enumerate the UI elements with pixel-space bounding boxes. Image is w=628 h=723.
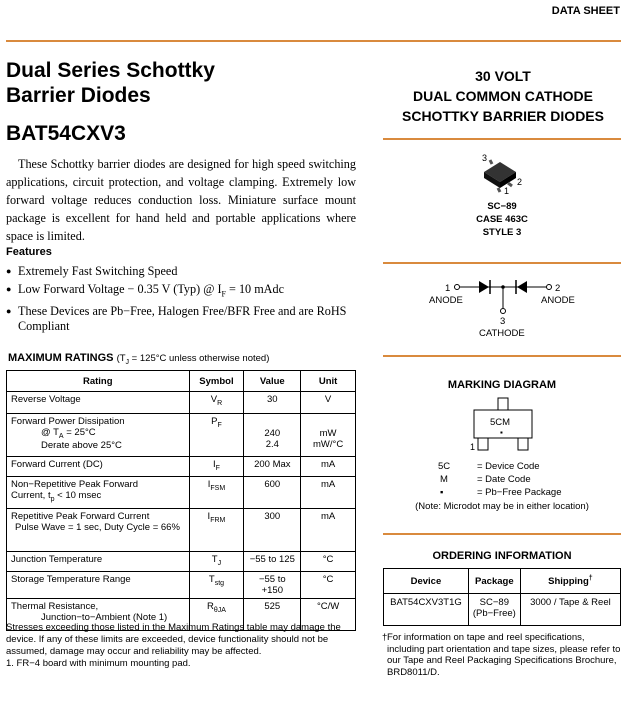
symbol-cell [189,552,244,572]
diode-schematic-icon [383,276,621,340]
legend-value: = Pb−Free Package [477,487,562,498]
rating-line: Thermal Resistance, [11,601,99,612]
description: These Schottky barrier diodes are designed for high speed switching applications, circuit protection, and voltage clamping. Extremely low forward voltage reduces conduction loss. Miniature surface mount package is excellent for hand held and portable applications where space is limited. [6,157,356,243]
value-line: 240 [264,428,281,439]
right-divider [383,262,621,264]
package-cell [468,594,520,626]
value-cell: −55 to +150 [244,572,301,599]
package-style: STYLE 3 [482,227,522,238]
pkg-pin1-label: 1 [504,186,510,196]
table-row [7,414,356,457]
legend-key: 5C [438,461,451,472]
table-row [384,594,621,626]
col-header-shipping [520,569,620,594]
max-ratings-heading [8,352,269,366]
marking-note: (Note: Microdot may be in either location) [415,501,589,512]
rating-line-text: Current, t [11,490,51,501]
footnote-dagger: † [382,632,388,643]
part-number: BAT54CXV3 [6,122,126,145]
rating-cell: Forward Current (DC) [7,457,190,477]
right-divider [383,533,621,535]
device-summary-heading [385,66,621,126]
symbol-cell [189,392,244,414]
value-cell: 525 [244,599,301,631]
table-row [7,509,356,552]
symbol-cell [189,457,244,477]
col-header-unit: Unit [301,371,356,392]
unit-cell: mA [301,477,356,509]
package-case: CASE 463C [476,214,528,225]
package-drawing-icon [470,150,540,198]
rating-line [11,490,185,503]
summary-line: DUAL COMMON CATHODE [413,88,593,104]
rating-line [11,427,185,440]
marking-diagram-icon [460,396,550,456]
rating-cell [7,477,190,509]
symbol-main: V [210,394,218,405]
feature-text: Low Forward Voltage − 0.35 V (Typ) @ I [18,282,222,296]
symbol-sub: FRM [210,516,226,524]
summary-line: SCHOTTKY BARRIER DIODES [402,108,604,124]
rating-line-sub: A [58,432,64,440]
col-header-package: Package [468,569,520,594]
top-divider [6,40,621,42]
symbol-main: I [207,479,211,490]
package-name: SC−89 [487,201,517,212]
feature-text: These Devices are Pb−Free, Halogen Free/BFR Free and are RoHS Compliant [18,304,347,334]
symbol-sub: FSM [210,484,226,492]
product-title [6,58,215,108]
ordering-footnote [382,632,623,678]
rating-line-sub: p [50,495,55,503]
legend-key: ▪ [440,487,444,498]
unit-cell: °C/W [301,599,356,631]
rating-line: Forward Power Dissipation [11,416,125,427]
shipping-dagger: † [588,574,593,582]
symbol-cell [189,572,244,599]
symbol-sub: θJA [213,606,226,614]
unit-cell: V [301,392,356,414]
rating-line: Repetitive Peak Forward Current [11,511,150,522]
right-divider [383,138,621,140]
legend-value: = Date Code [477,474,531,485]
ordering-info-heading: ORDERING INFORMATION [432,550,572,562]
value-cell: 30 [244,392,301,414]
title-line-2: Barrier Diodes [6,84,151,107]
feature-text-suffix: = 10 mAdc [226,282,284,296]
table-row [7,572,356,599]
max-ratings-title: MAXIMUM RATINGS [8,352,114,364]
col-header-symbol: Symbol [189,371,244,392]
col-header-value: Value [244,371,301,392]
legend-value: = Device Code [477,461,540,472]
symbol-cell [189,509,244,552]
rating-cell: Junction Temperature [7,552,190,572]
table-row [7,457,356,477]
max-ratings-condition [117,353,270,364]
rating-cell [7,509,190,552]
feature-item [6,282,358,301]
package-info [383,200,621,239]
table-row [7,477,356,509]
right-divider [383,355,621,357]
feature-text: Extremely Fast Switching Speed [18,264,178,278]
summary-line: 30 VOLT [475,68,531,84]
symbol-sub: stg [214,579,225,587]
symbol-sub: R [217,399,223,407]
symbol-main: I [213,459,216,470]
footnote-1: 1. FR−4 board with minimum mounting pad. [6,658,191,669]
shipping-header-text: Shipping [548,576,589,588]
pkg-pin3-label: 3 [482,153,488,163]
schematic-pin1: 1 [445,283,451,294]
device-cell: BAT54CXV3T1G [384,594,469,626]
document-type-label: DATA SHEET [551,5,620,17]
title-line-1: Dual Series Schottky [6,59,215,82]
feature-item [6,264,358,279]
stress-note-block [6,622,358,670]
condition-sub: J [125,358,130,366]
value-cell: −55 to 125 [244,552,301,572]
schematic-pin3-label: CATHODE [479,328,525,339]
value-cell [244,414,301,457]
value-cell: 300 [244,509,301,552]
rating-cell [7,414,190,457]
stress-note: Stresses exceeding those listed in the Maximum Ratings table may damage the device. If any of these limits are exceeded, device functionality should not be assumed, damage may occur and reliability may be affected. [6,622,341,657]
symbol-main: T [208,574,215,585]
rating-line: Pulse Wave = 1 sec, Duty Cycle = 66% [15,522,180,533]
condition-prefix: (T [116,353,126,364]
ordering-header-row [384,569,621,594]
rating-cell: Reverse Voltage [7,392,190,414]
symbol-main: P [211,416,218,427]
condition-suffix: = 125°C unless otherwise noted) [129,353,270,364]
footnote-text: For information on tape and reel specifications, including part orientation and tape sizes, please refer to our Tape and Reel Packaging Specifications Brochure, BRD8011/D. [387,632,621,678]
rating-line-suffix: = 25°C [63,427,96,438]
symbol-main: T [211,554,218,565]
unit-line: mW/°C [313,439,344,450]
feature-subscript: F [221,289,226,299]
shipping-cell: 3000 / Tape & Reel [520,594,620,626]
symbol-main: I [207,511,211,522]
rating-line: Derate above 25°C [41,439,122,451]
unit-cell: °C [301,552,356,572]
schematic-pin3: 3 [500,316,506,327]
symbol-sub: F [215,464,220,472]
marking-dot: ▪ [500,428,503,437]
symbol-sub: F [217,421,222,429]
unit-cell: mA [301,457,356,477]
rating-line-text: @ T [41,427,59,438]
table-header-row [7,371,356,392]
marking-pin1: 1 [470,442,476,452]
table-row [7,552,356,572]
package-line: (Pb−Free) [472,608,516,619]
legend-key: M [440,474,448,485]
pkg-pin2-label: 2 [517,177,523,187]
unit-line: mW [319,428,337,439]
rating-cell: Storage Temperature Range [7,572,190,599]
feature-item [6,304,358,334]
value-cell: 600 [244,477,301,509]
value-cell: 200 Max [244,457,301,477]
symbol-sub: J [217,559,222,567]
marking-code: 5CM [490,417,511,428]
schematic-pin2-label: ANODE [541,295,575,306]
unit-cell: °C [301,572,356,599]
schematic-pin2: 2 [555,283,561,294]
marking-diagram-heading: MARKING DIAGRAM [447,379,557,391]
symbol-cell [189,414,244,457]
package-line: SC−89 [479,597,509,608]
col-header-device: Device [384,569,469,594]
rating-line-suffix: < 10 msec [54,490,102,501]
schematic-pin1-label: ANODE [429,295,463,306]
symbol-cell [189,477,244,509]
rating-line: Junction−to−Ambient (Note 1) [41,612,168,623]
col-header-rating: Rating [7,371,190,392]
unit-cell: mA [301,509,356,552]
ordering-table [383,568,621,626]
value-line: 2.4 [265,439,279,450]
unit-cell [301,414,356,457]
table-row [7,392,356,414]
rating-line: Non−Repetitive Peak Forward [11,479,138,490]
max-ratings-table [6,370,356,631]
symbol-main: R [206,601,214,612]
features-list [6,264,358,337]
features-heading: Features [6,246,52,258]
